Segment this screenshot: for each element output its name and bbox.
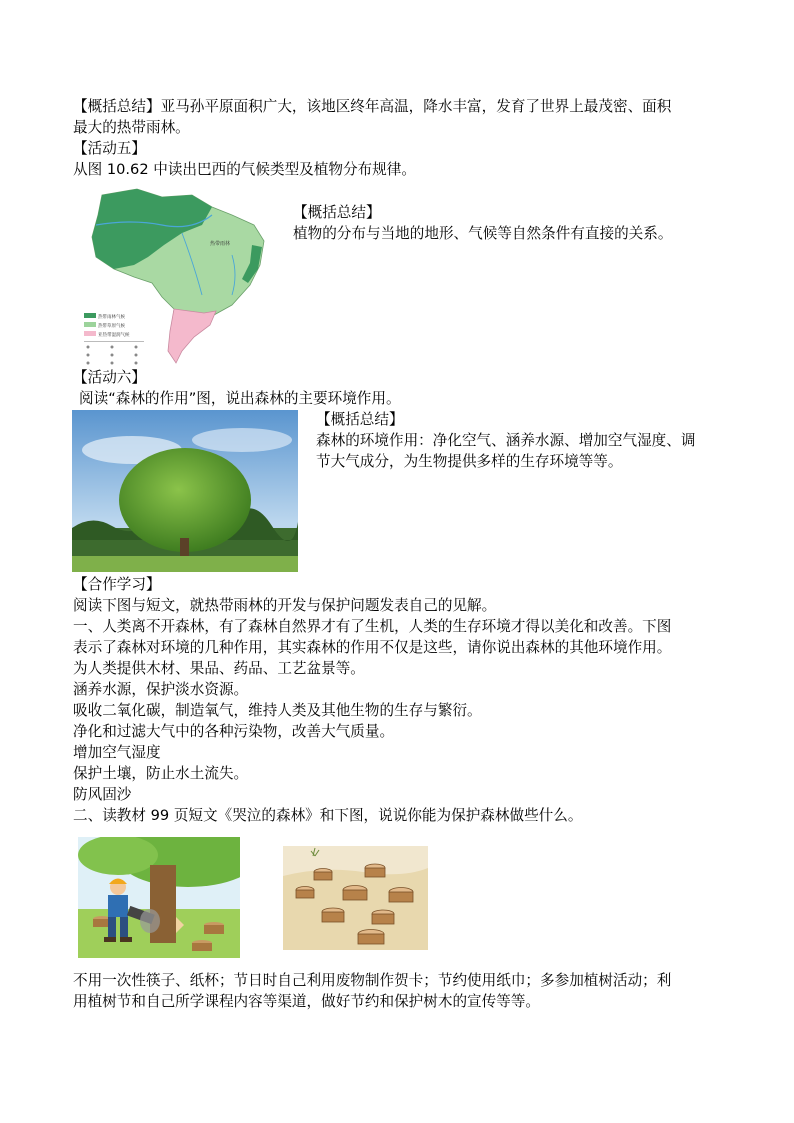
answer-item: 保护土壤，防止水土流失。 [73, 765, 249, 782]
logging-illustration-svg [78, 837, 240, 958]
answer-item: 吸收二氧化碳，制造氧气，维持人类及其他生物的生存与繁衍。 [73, 702, 482, 719]
activity5-prompt: 从图 10.62 中读出巴西的气候类型及植物分布规律。 [73, 161, 416, 178]
answer-item: 净化和过滤大气中的各种污染物，改善大气质量。 [73, 723, 395, 740]
final-answer-line1: 不用一次性筷子、纸杯；节日时自己利用废物制作贺卡；节约使用纸巾；多参加植树活动；利 [73, 972, 672, 989]
brazil-climate-map [82, 185, 278, 367]
coop-q1-line2: 表示了森林对环境的几种作用，其实森林的作用不仅是这些，请你说出森林的其他环境作用。 [73, 639, 672, 656]
activity5-summary: 植物的分布与当地的地形、气候等自然条件有直接的关系。 [293, 225, 673, 242]
summary-amazon-line1: 【概括总结】亚马孙平原面积广大，该地区终年高温，降水丰富，发育了世界上最茂密、面积 [73, 98, 672, 115]
activity6-heading: 【活动六】 [73, 369, 146, 386]
stumps-illustration-svg [283, 846, 428, 950]
stumps-illustration [283, 846, 428, 950]
answer-item: 防风固沙 [73, 786, 132, 803]
coop-q2: 二、读教材 99 页短文《哭泣的森林》和下图，说说你能为保护森林做些什么。 [73, 807, 583, 824]
coop-heading: 【合作学习】 [73, 576, 161, 593]
brazil-map-svg [82, 185, 278, 367]
tree-photo-svg [72, 410, 298, 572]
logging-illustration [78, 837, 240, 958]
activity6-prompt: 阅读“森林的作用”图，说出森林的主要环境作用。 [79, 390, 401, 407]
legend-subtropical: 亚热带湿润气候 [98, 333, 130, 338]
legend-savanna: 热带草原气候 [98, 324, 125, 329]
activity6-summary-heading: 【概括总结】 [316, 411, 404, 428]
coop-intro: 阅读下图与短文，就热带雨林的开发与保护问题发表自己的见解。 [73, 597, 497, 614]
tree-photo [72, 410, 298, 572]
activity6-summary-line2: 节大气成分，为生物提供多样的生存环境等等。 [316, 453, 623, 470]
activity5-heading: 【活动五】 [73, 140, 146, 157]
coop-q1-line1: 一、人类离不开森林，有了森林自然界才有了生机，人类的生存环境才得以美化和改善。下图 [73, 618, 672, 635]
answer-item: 为人类提供木材、果品、药品、工艺盆景等。 [73, 660, 365, 677]
activity6-summary-line1: 森林的环境作用：净化空气、涵养水源、增加空气湿度、调 [316, 432, 696, 449]
map-label-east: 热带雨林 [210, 241, 231, 247]
final-answer-line2: 用植树节和自己所学课程内容等渠道，做好节约和保护树木的宣传等等。 [73, 993, 541, 1010]
answer-item: 涵养水源，保护淡水资源。 [73, 681, 249, 698]
activity5-summary-heading: 【概括总结】 [293, 204, 381, 221]
answer-item: 增加空气湿度 [73, 744, 161, 761]
summary-amazon-line2: 最大的热带雨林。 [73, 119, 190, 136]
legend-rainforest: 热带雨林气候 [98, 315, 125, 320]
